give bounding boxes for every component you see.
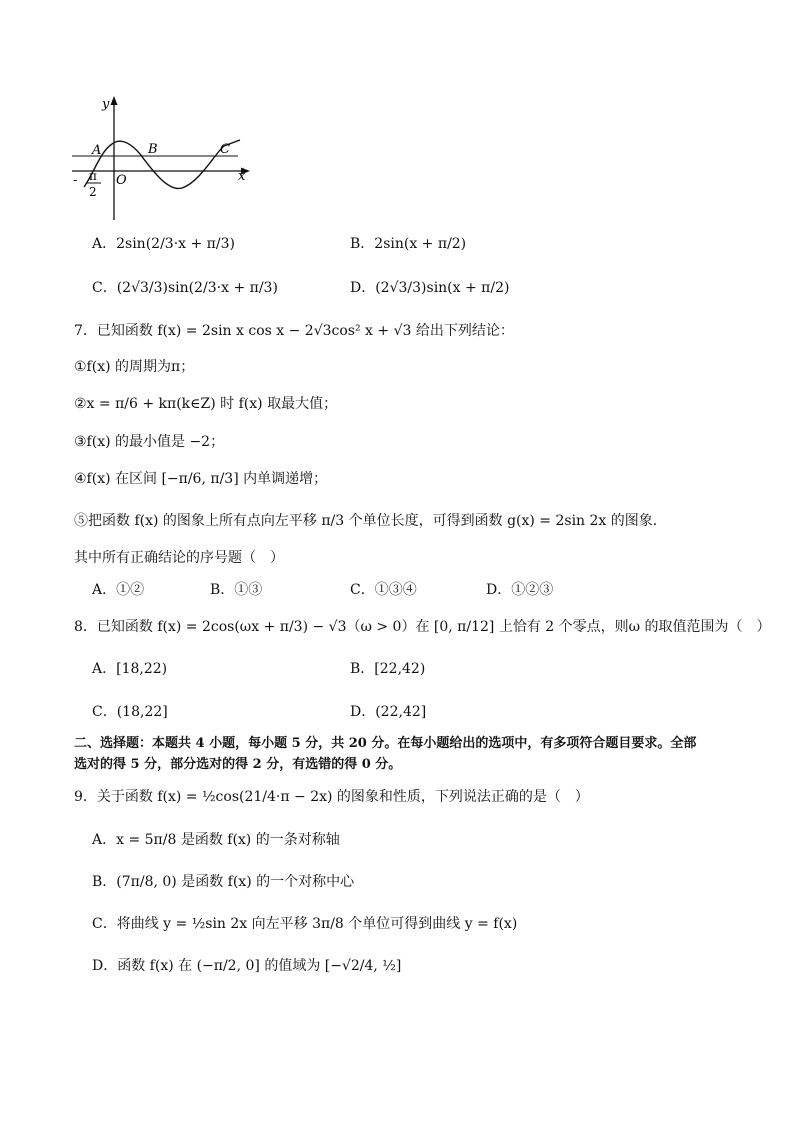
graph-label-x: x [238, 169, 246, 184]
q7-item-2: ②x = π/6 + kπ(k∈Z) 时 f(x) 取最大值； [74, 396, 338, 412]
graph-label-O: O [116, 173, 127, 188]
q6-option-a[interactable]: A．2sin(2/3·x + π/3) [92, 236, 235, 252]
q8-option-b[interactable]: B．[22,42) [350, 661, 426, 677]
q8-option-c[interactable]: C．(18,22] [92, 704, 168, 720]
q7-item-5: ⑤把函数 f(x) 的图象上所有点向左平移 π/3 个单位长度，可得到函数 g(x) = 2sin 2x 的图象． [74, 513, 667, 529]
graph-label-pi: π [89, 169, 97, 183]
graph-label-y: y [102, 97, 110, 112]
q7-option-a[interactable]: A．①② [92, 582, 145, 598]
q6-option-c[interactable]: C．(2√3/3)sin(2/3·x + π/3) [92, 280, 278, 296]
q7-item-1: ①f(x) 的周期为π； [74, 359, 195, 375]
y-axis-arrow [111, 96, 118, 105]
q7-item-3: ③f(x) 的最小值是 −2； [74, 434, 225, 450]
q7-option-d[interactable]: D．①②③ [486, 582, 554, 598]
graph-label-2: 2 [89, 185, 97, 199]
q6-option-d[interactable]: D．(2√3/3)sin(x + π/2) [350, 280, 510, 296]
sine-curve [84, 140, 240, 188]
q9-option-c[interactable]: C．将曲线 y = ½sin 2x 向左平移 3π/8 个单位可得到曲线 y = f(x) [92, 916, 518, 932]
section2-line2: 选对的得 5 分，部分选对的得 2 分，有选错的得 0 分。 [74, 757, 402, 772]
graph-label-neg: - [73, 173, 78, 188]
section2-line1: 二、选择题：本题共 4 小题，每小题 5 分，共 20 分。在每小题给出的选项中，有多项符合题目要求。全部 [74, 736, 697, 751]
q9-option-d[interactable]: D．函数 f(x) 在 (−π/2, 0] 的值域为 [−√2/4, ½] [92, 958, 402, 974]
graph-label-C: C [220, 142, 230, 157]
q8-option-a[interactable]: A．[18,22) [92, 661, 168, 677]
q7-option-c[interactable]: C．①③④ [350, 582, 417, 598]
q7-option-b[interactable]: B．①③ [210, 582, 263, 598]
q7-stem: 7．已知函数 f(x) = 2sin x cos x − 2√3cos² x + √3 给出下列结论： [74, 323, 514, 339]
q9-option-a[interactable]: A．x = 5π/8 是函数 f(x) 的一条对称轴 [92, 832, 340, 848]
q8-stem: 8．已知函数 f(x) = 2cos(ωx + π/3) − √3（ω > 0）在 [0, π/12] 上恰有 2 个零点，则ω 的取值范围为（ ） [74, 619, 771, 635]
q9-stem: 9．关于函数 f(x) = ½cos(21/4·π − 2x) 的图象和性质，下列说法正确的是（ ） [74, 789, 589, 805]
q8-option-d[interactable]: D．(22,42] [350, 704, 427, 720]
q7-question: 其中所有正确结论的序号题（ ） [74, 550, 284, 566]
graph-label-A: A [92, 143, 102, 158]
q6-option-b[interactable]: B．2sin(x + π/2) [350, 236, 467, 252]
q9-option-b[interactable]: B．(7π/8, 0) 是函数 f(x) 的一个对称中心 [92, 874, 355, 890]
sine-graph [60, 92, 260, 224]
q7-item-4: ④f(x) 在区间 [−π/6, π/3] 内单调递增； [74, 471, 328, 487]
graph-label-B: B [148, 142, 158, 157]
